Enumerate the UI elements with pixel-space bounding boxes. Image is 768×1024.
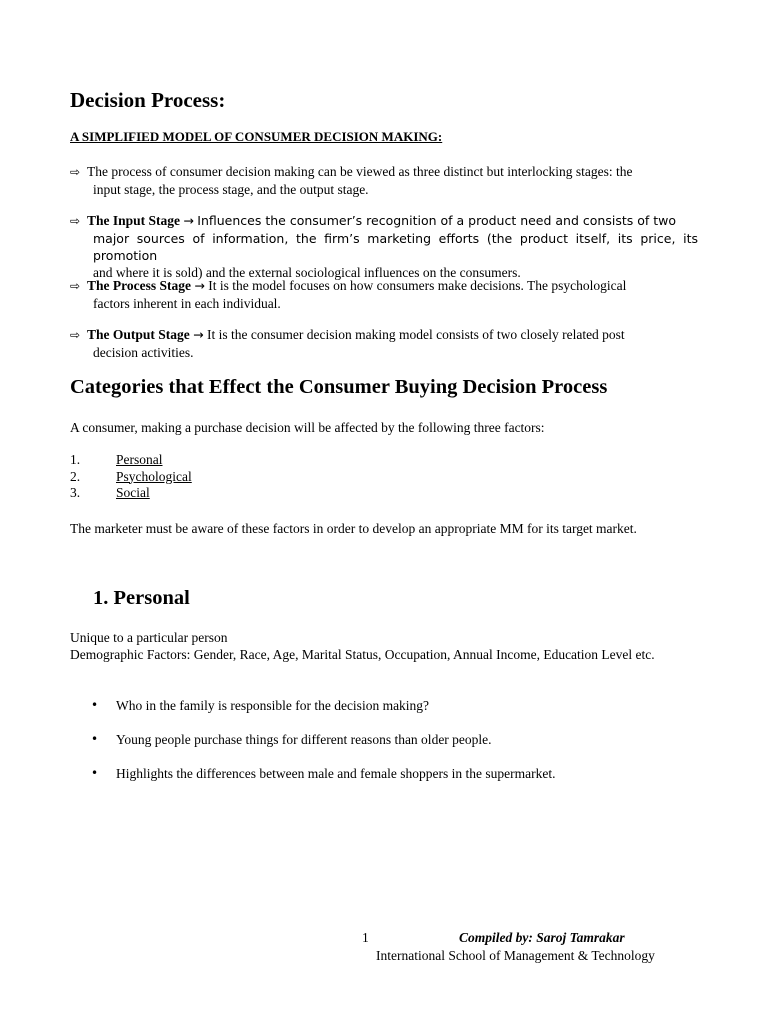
paragraph-text-continued: major sources of information, the firm’s marketing efforts (the product itself, its price, its promotion	[93, 231, 698, 263]
factor-label: Psychological	[116, 468, 192, 484]
unique-line: Unique to a particular person	[70, 630, 228, 645]
personal-heading: 1. Personal	[93, 587, 190, 609]
paragraph-text-continued: decision activities.	[93, 345, 194, 360]
footer-compiled-by: Compiled by: Saroj Tamrakar	[459, 930, 625, 945]
stage-label: The Output Stage	[87, 327, 190, 342]
demographic-line: Demographic Factors: Gender, Race, Age, Marital Status, Occupation, Annual Income, Education Level etc.	[70, 647, 655, 662]
list-number: 2.	[70, 468, 81, 484]
stage-arrow-icon: →	[193, 327, 204, 342]
arrow-right-icon: ⇨	[70, 279, 81, 293]
stage-label: The Process Stage	[87, 278, 191, 293]
list-item	[70, 697, 555, 714]
stage-arrow-icon: →	[194, 278, 205, 293]
paragraph-output-stage	[70, 326, 698, 361]
paragraph-text-continued: input stage, the process stage, and the output stage.	[93, 182, 369, 197]
paragraph-text: Influences the consumer’s recognition of a product need and consists of two	[197, 213, 677, 228]
categories-heading: Categories that Effect the Consumer Buying Decision Process	[70, 376, 608, 398]
bullet-text: Highlights the differences between male and female shoppers in the supermarket.	[116, 766, 556, 781]
stage-arrow-icon: →	[183, 213, 194, 228]
factor-label: Personal	[116, 452, 163, 467]
paragraph-overview	[70, 163, 698, 198]
bullet-icon: •	[91, 766, 99, 780]
list-item	[70, 485, 192, 502]
paragraph-text: It is the model focuses on how consumers make decisions. The psychological	[208, 278, 627, 293]
paragraph-text-continued: factors inherent in each individual.	[93, 296, 281, 311]
bullet-icon: •	[91, 732, 99, 746]
list-number: 3.	[70, 485, 81, 500]
paragraph-process-stage	[70, 277, 698, 312]
bullet-text: Young people purchase things for different reasons than older people.	[116, 732, 492, 747]
bullet-icon: •	[91, 698, 99, 712]
footer-page-number: 1	[362, 930, 369, 945]
list-number: 1.	[70, 452, 81, 467]
arrow-right-icon: ⇨	[70, 214, 81, 228]
arrow-right-icon: ⇨	[70, 328, 81, 342]
paragraph-input-stage	[70, 212, 698, 281]
list-item	[70, 731, 555, 748]
stage-label: The Input Stage	[87, 213, 181, 228]
paragraph-text-continued: and where it is sold) and the external sociological influences on the consumers.	[93, 265, 521, 280]
personal-description	[70, 629, 698, 663]
factors-list	[70, 452, 192, 502]
paragraph-text: It is the consumer decision making model consists of two closely related post	[207, 327, 625, 342]
footer-school-name: International School of Management & Technology	[376, 948, 655, 963]
personal-bullets	[70, 697, 555, 799]
list-item	[70, 469, 192, 486]
categories-intro: A consumer, making a purchase decision will be affected by the following three factors:	[70, 420, 545, 435]
list-item	[70, 765, 555, 782]
page-title: Decision Process:	[70, 88, 226, 112]
list-item	[70, 452, 192, 469]
bullet-text: Who in the family is responsible for the decision making?	[116, 698, 430, 713]
marketer-paragraph: The marketer must be aware of these factors in order to develop an appropriate MM for its target market.	[70, 521, 637, 536]
section-subtitle: A SIMPLIFIED MODEL OF CONSUMER DECISION MAKING:	[70, 129, 443, 144]
paragraph-text: The process of consumer decision making can be viewed as three distinct but interlocking stages: the	[87, 164, 633, 179]
arrow-right-icon: ⇨	[70, 165, 81, 179]
factor-label: Social	[116, 485, 150, 500]
